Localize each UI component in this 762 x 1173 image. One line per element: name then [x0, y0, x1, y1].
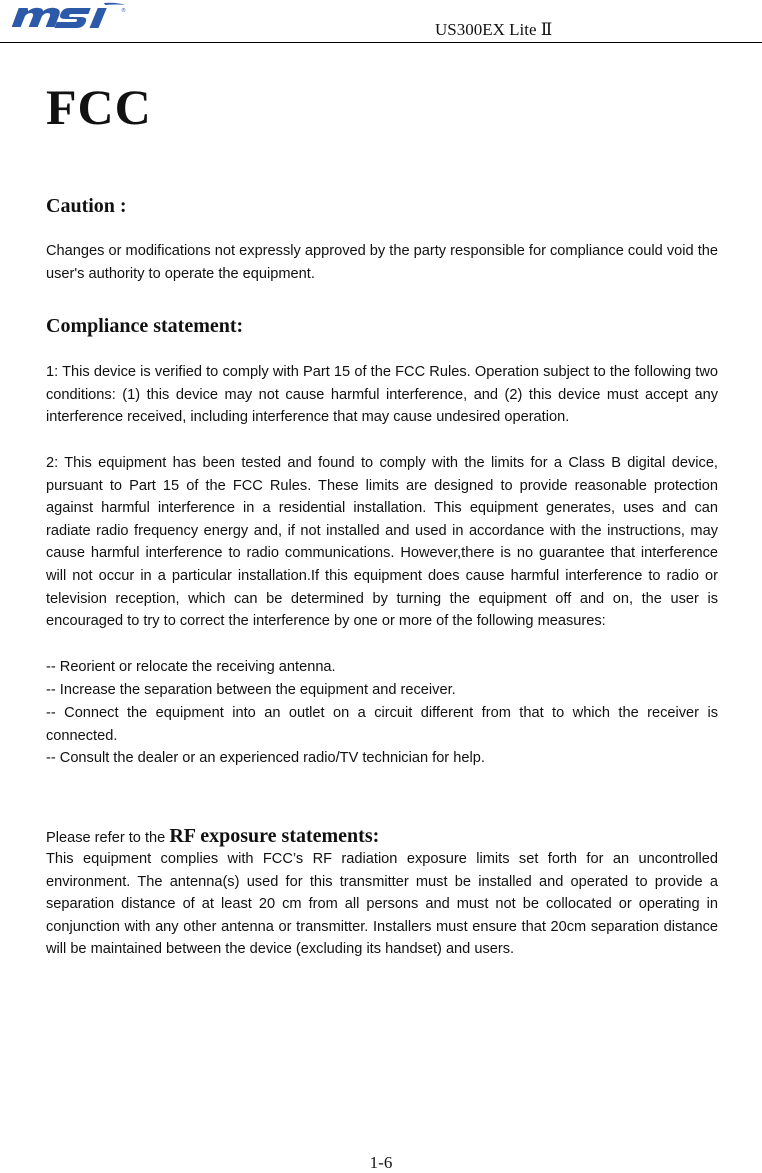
page-header [0, 0, 762, 44]
caution-title: Caution : [46, 195, 127, 217]
measure-item: -- Reorient or relocate the receiving antenna. [46, 659, 336, 675]
caution-text: Changes or modifications not expressly approved by the party responsible for compliance could void the user's authority to operate the equipment. [46, 243, 718, 282]
compliance-title: Compliance statement: [46, 315, 244, 337]
compliance-item-1: 1: This device is verified to comply with Part 15 of the FCC Rules. Operation subject to the following two conditions: (1) this device may not cause harmful interference, and (2) this device must accept any interference received, including interference that may cause undesired operation. [46, 364, 718, 426]
page-number: 1-6 [369, 1153, 393, 1172]
document-title: US300EX Lite Ⅱ [435, 20, 553, 39]
msi-logo-icon [8, 2, 128, 32]
measure-item: -- Increase the separation between the equipment and receiver. [46, 682, 456, 698]
rf-lead-line [46, 823, 379, 851]
measure-item: -- Connect the equipment into an outlet on a circuit different from that to which the receiver is connected. [46, 705, 718, 744]
page-heading: FCC [46, 79, 152, 135]
rf-lead-text: Please refer to the [46, 830, 170, 846]
rf-text: This equipment complies with FCC’s RF radiation exposure limits set forth for an uncontrolled environment. The antenna(s) used for this transmitter must be installed and operated to provide a separation distance of at least 20 cm from all persons and must not be collocated or operating in conjunction with any other antenna or transmitter. Installers must ensure that 20cm separation distance will be maintained between the device (excluding its handset) and users. [46, 851, 718, 958]
rf-title: RF exposure statements: [169, 825, 380, 847]
header-divider [0, 42, 762, 43]
compliance-item-2: 2: This equipment has been tested and found to comply with the limits for a Class B digital device, pursuant to Part 15 of the FCC Rules. These limits are designed to provide reasonable protection against harmful interference in a residential installation. This equipment generates, uses and can radiate radio frequency energy and, if not installed and used in accordance with the instructions, may cause harmful interference to radio communications. However,there is no guarantee that interference will not occur in a particular installation.If this equipment does cause harmful interference to radio or television reception, which can be determined by turning the equipment off and on, the user is encouraged to try to correct the interference by one or more of the following measures: [46, 455, 718, 630]
measure-item: -- Consult the dealer or an experienced radio/TV technician for help. [46, 750, 485, 766]
svg-text:®: ® [121, 8, 126, 14]
